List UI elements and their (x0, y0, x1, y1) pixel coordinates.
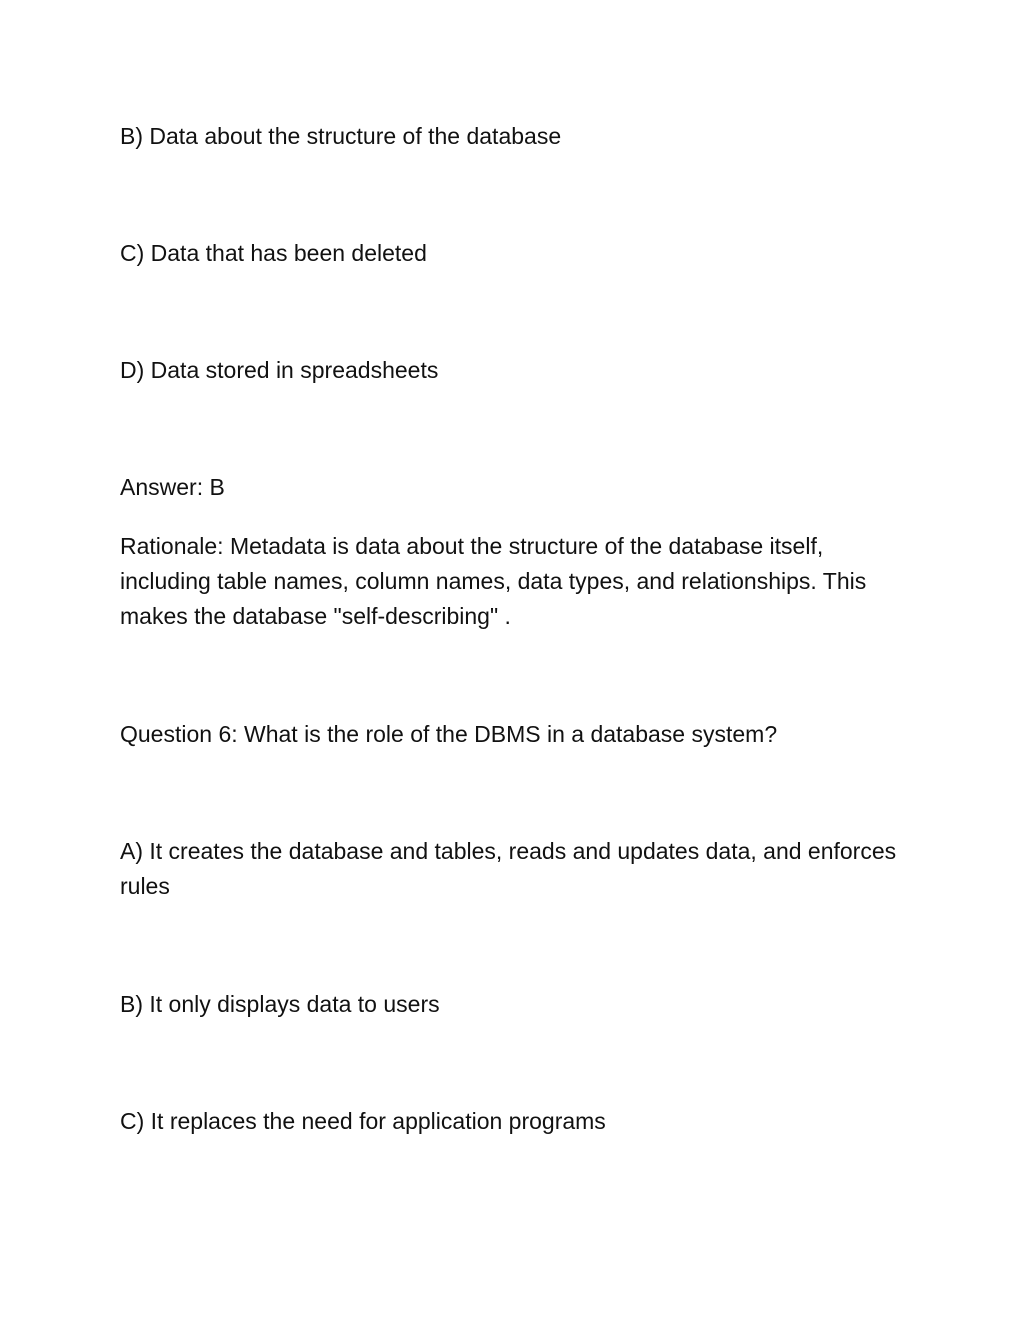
q5-option-b: B) Data about the structure of the database (120, 123, 562, 149)
q5-answer: Answer: B (120, 474, 225, 500)
q5-rationale: Rationale: Metadata is data about the structure of the database itself, including table names, column names, data types, and relationships. This makes the database "self-describing" . (120, 533, 867, 629)
q6-option-b: B) It only displays data to users (120, 991, 440, 1017)
q6-option-c: C) It replaces the need for application programs (120, 1108, 606, 1134)
question-6: Question 6: What is the role of the DBMS in a database system? (120, 721, 778, 747)
q5-option-d: D) Data stored in spreadsheets (120, 357, 439, 383)
q6-option-a: A) It creates the database and tables, reads and updates data, and enforces rules (120, 838, 897, 899)
q5-option-c: C) Data that has been deleted (120, 240, 427, 266)
